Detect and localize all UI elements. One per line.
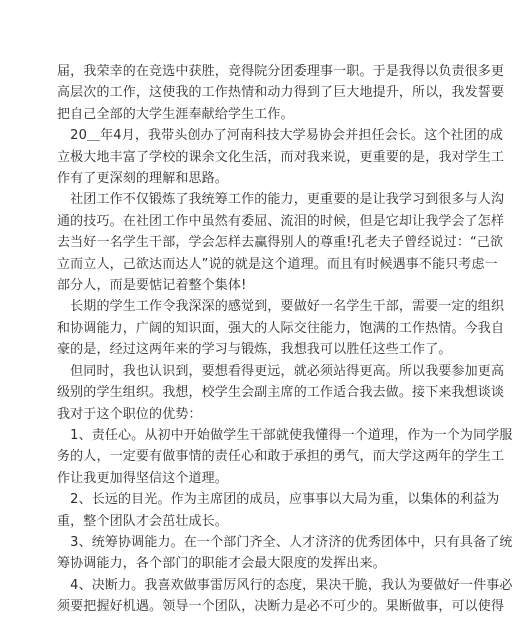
text-line: 须要把握好机遇。领导一个团队，决断力是必不可少的。果断做事，可以使得 — [57, 599, 505, 615]
text-line: 通的技巧。在社团工作中虽然有委屈、流泪的时候，但是它却让我学会了怎样 — [57, 213, 505, 229]
paragraph — [57, 489, 500, 532]
text-line: 重，整个团队才会茁壮成长。 — [57, 513, 228, 529]
paragraph — [57, 425, 513, 489]
text-line: 去当好一名学生干部，学会怎样去赢得别人的尊重!孔老夫子曾经说过：“己欲 — [57, 235, 504, 251]
text-line: 高层次的工作，这使我的工作热情和动力得到了巨大地提升，所以，我发誓要 — [57, 85, 505, 101]
document-body — [57, 61, 513, 618]
text-line: 立而立人，己欲达而达人”说的就是这个道理。而且有时候遇事不能只考虑一 — [57, 256, 498, 272]
text-line: 部分人，而是要惦记着整个集体! — [57, 278, 247, 294]
text-line: 长期的学生工作令我深深的感觉到，要做好一名学生干部，需要一定的组织 — [57, 299, 505, 315]
text-line: 社团工作不仅锻炼了我统筹工作的能力，更重要的是让我学习到很多与人沟 — [57, 192, 505, 208]
text-line: 级别的学生组织。我想，校学生会副主席的工作适合我去做。接下来我想谈谈 — [57, 385, 505, 401]
paragraph — [57, 61, 505, 125]
text-line: 但同时，我也认识到，要想看得更远，就必须站得更高。所以我要参加更高 — [57, 363, 505, 379]
text-line: 作有了更深刻的理解和思路。 — [57, 171, 228, 187]
paragraph — [57, 296, 505, 360]
text-line: 和协调能力，广阔的知识面，强大的人际交往能力，饱满的工作热情。今我自 — [57, 320, 505, 336]
paragraph — [57, 361, 505, 425]
text-line: 20＿年4月，我带头创办了河南科技大学易协会并担任会长。这个社团的成 — [57, 128, 504, 144]
text-line: 作让我更加得坚信这个道理。 — [57, 470, 228, 486]
text-line: 豪的是，经过这两年来的学习与锻炼，我想我可以胜任这些工作了。 — [57, 342, 452, 358]
paragraph — [57, 125, 505, 189]
text-line: 务的人，一定要有做事情的责任心和敢于承担的勇气，而大学这两年的学生工 — [57, 449, 505, 465]
text-line: 4、决断力。我喜欢做事雷厉风行的态度，果决干脆，我认为要做好一件事必 — [57, 577, 513, 593]
text-line: 3、统筹协调能力。在一个部门齐全、人才济济的优秀团体中，只有具备了统 — [57, 534, 513, 550]
text-line: 立极大地丰富了学校的课余文化生活，而对我来说，更重要的是，我对学生工 — [57, 149, 505, 165]
text-line: 2、长远的目光。作为主席团的成员，应事事以大局为重，以集体的利益为 — [57, 492, 500, 508]
paragraph — [57, 532, 513, 575]
paragraph — [57, 575, 513, 618]
text-line: 把自己全部的大学生涯奉献给学生工作。 — [57, 106, 294, 122]
paragraph — [57, 189, 505, 296]
text-line: 我对于这个职位的优势： — [57, 406, 202, 422]
text-line: 届，我荣幸的在竞选中获胜，竞得院分团委理事一职。于是我得以负责很多更 — [57, 64, 505, 79]
text-line: 1、责任心。从初中开始做学生干部就使我懂得一个道理，作为一个为同学服 — [57, 427, 513, 443]
text-line: 筹协调能力，各个部门的职能才会最大限度的发挥出来。 — [57, 556, 386, 572]
